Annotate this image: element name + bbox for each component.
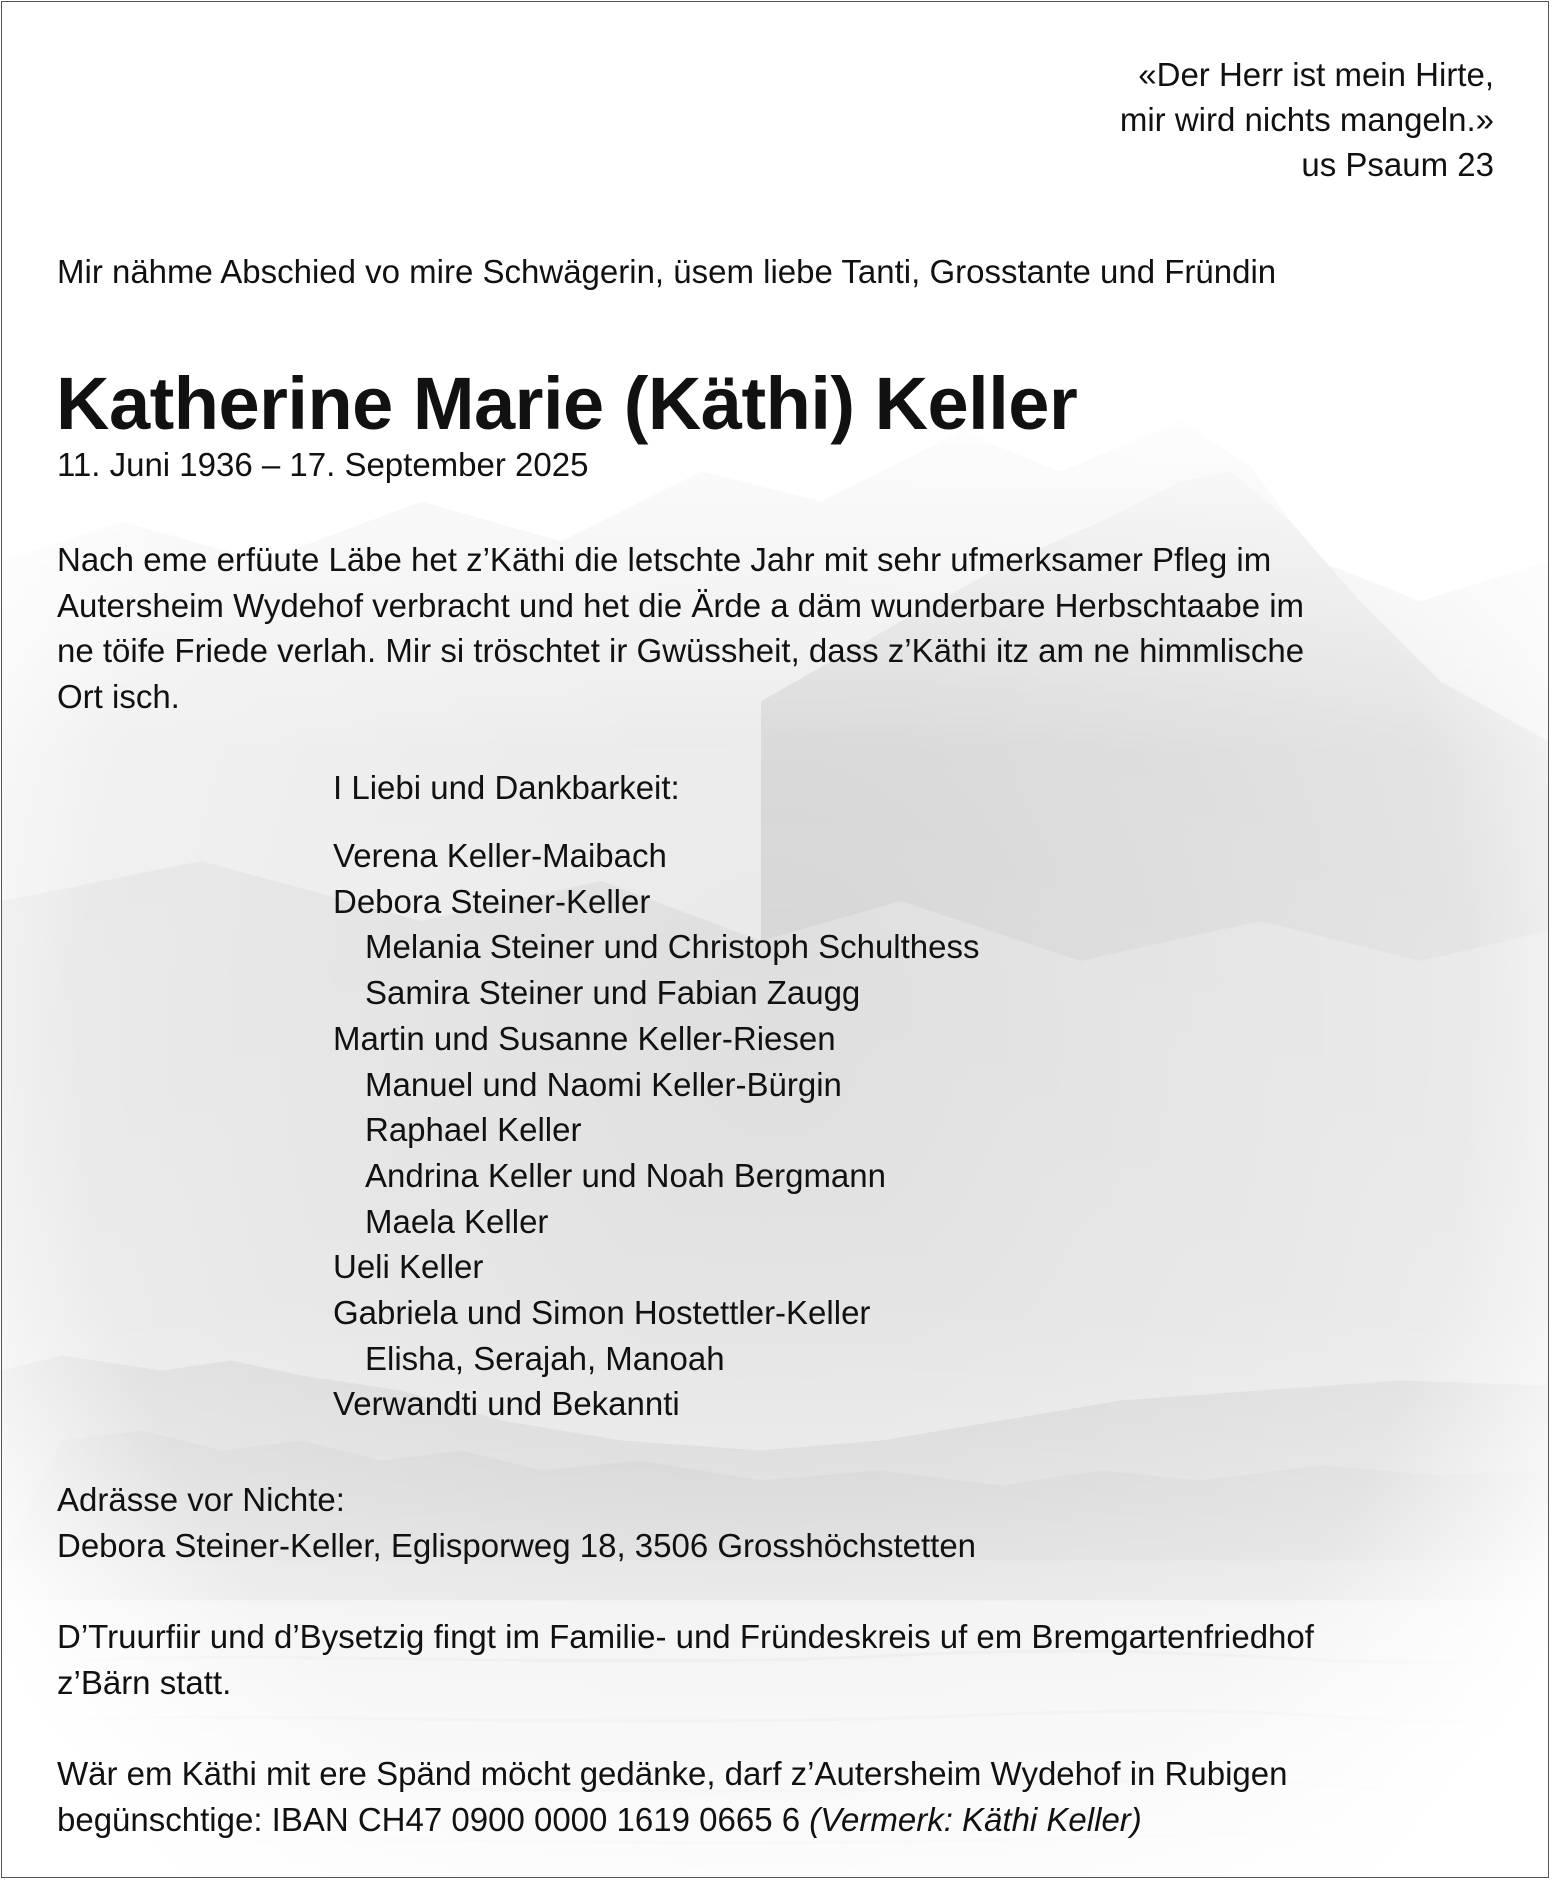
donation-iban: begünschtige: IBAN CH47 0900 0000 1619 0665 6 — [57, 1800, 801, 1838]
intro-text: Mir nähme Abschied vo mire Schwägerin, üsem liebe Tanti, Grosstante und Fründin — [57, 253, 1277, 290]
bible-verse-line: «Der Herr ist mein Hirte, — [1138, 56, 1494, 93]
obituary-paragraph — [57, 537, 1507, 720]
mourner-entry: Martin und Susanne Keller-Riesen — [333, 1019, 836, 1057]
donation-note: (Vermerk: Käthi Keller) — [809, 1800, 1142, 1838]
paragraph-line: Nach eme erfüute Läbe het z’Käthi die letschte Jahr mit sehr ufmerksamer Pfleg im — [57, 541, 1272, 578]
funeral-line: D’Truurfiir und d’Bysetzig fingt im Familie- und Fründeskreis uf em Bremgartenfriedhof — [57, 1618, 1314, 1655]
address-value: Debora Steiner-Keller, Eglisporweg 18, 3506 Grosshöchstetten — [57, 1526, 977, 1564]
thanks-heading: I Liebi und Dankbarkeit: — [333, 769, 680, 806]
mourner-entry: Melania Steiner und Christoph Schulthess — [365, 928, 980, 966]
paragraph-line: Autersheim Wydehof verbracht und het die Ärde a däm wunderbare Herbschtaabe im — [57, 586, 1305, 624]
mourner-entry: Elisha, Serajah, Manoah — [365, 1339, 725, 1377]
mourners-list — [333, 833, 980, 1427]
funeral-line: z’Bärn statt. — [57, 1663, 232, 1701]
mourner-entry: Ueli Keller — [333, 1248, 484, 1286]
mourner-entry: Maela Keller — [365, 1202, 549, 1240]
paragraph-line: Ort isch. — [57, 678, 180, 716]
bible-verse-source: us Psaum 23 — [1301, 146, 1494, 183]
mourner-entry: Gabriela und Simon Hostettler-Keller — [333, 1294, 871, 1332]
donation-line — [57, 1797, 1287, 1843]
address-label: Adrässe vor Nichte: — [57, 1481, 345, 1518]
mourner-entry: Debora Steiner-Keller — [333, 882, 651, 920]
mourner-entry: Raphael Keller — [365, 1111, 582, 1149]
obituary-card — [1, 1, 1549, 1878]
mourner-entry: Andrina Keller und Noah Bergmann — [365, 1156, 886, 1194]
mourner-entry: Samira Steiner und Fabian Zaugg — [365, 974, 861, 1012]
paragraph-line: ne töife Friede verlah. Mir si tröschtet ir Gwüssheit, dass z’Käthi itz am ne himmlische — [57, 632, 1305, 670]
donation-line: Wär em Käthi mit ere Spänd möcht gedänke, darf z’Autersheim Wydehof in Rubigen — [57, 1755, 1288, 1792]
bible-verse — [1120, 52, 1494, 187]
mourner-entry: Manuel und Naomi Keller-Bürgin — [365, 1065, 842, 1103]
donation-notice — [57, 1751, 1287, 1842]
funeral-notice — [57, 1614, 1314, 1705]
contact-address — [57, 1477, 976, 1568]
mourner-entry: Verena Keller-Maibach — [333, 837, 667, 874]
life-dates: 11. Juni 1936 – 17. September 2025 — [57, 446, 589, 483]
bible-verse-line: mir wird nichts mangeln.» — [1119, 101, 1494, 138]
deceased-name: Katherine Marie (Käthi) Keller — [56, 362, 1078, 445]
mourner-entry: Verwandti und Bekannti — [333, 1385, 680, 1423]
